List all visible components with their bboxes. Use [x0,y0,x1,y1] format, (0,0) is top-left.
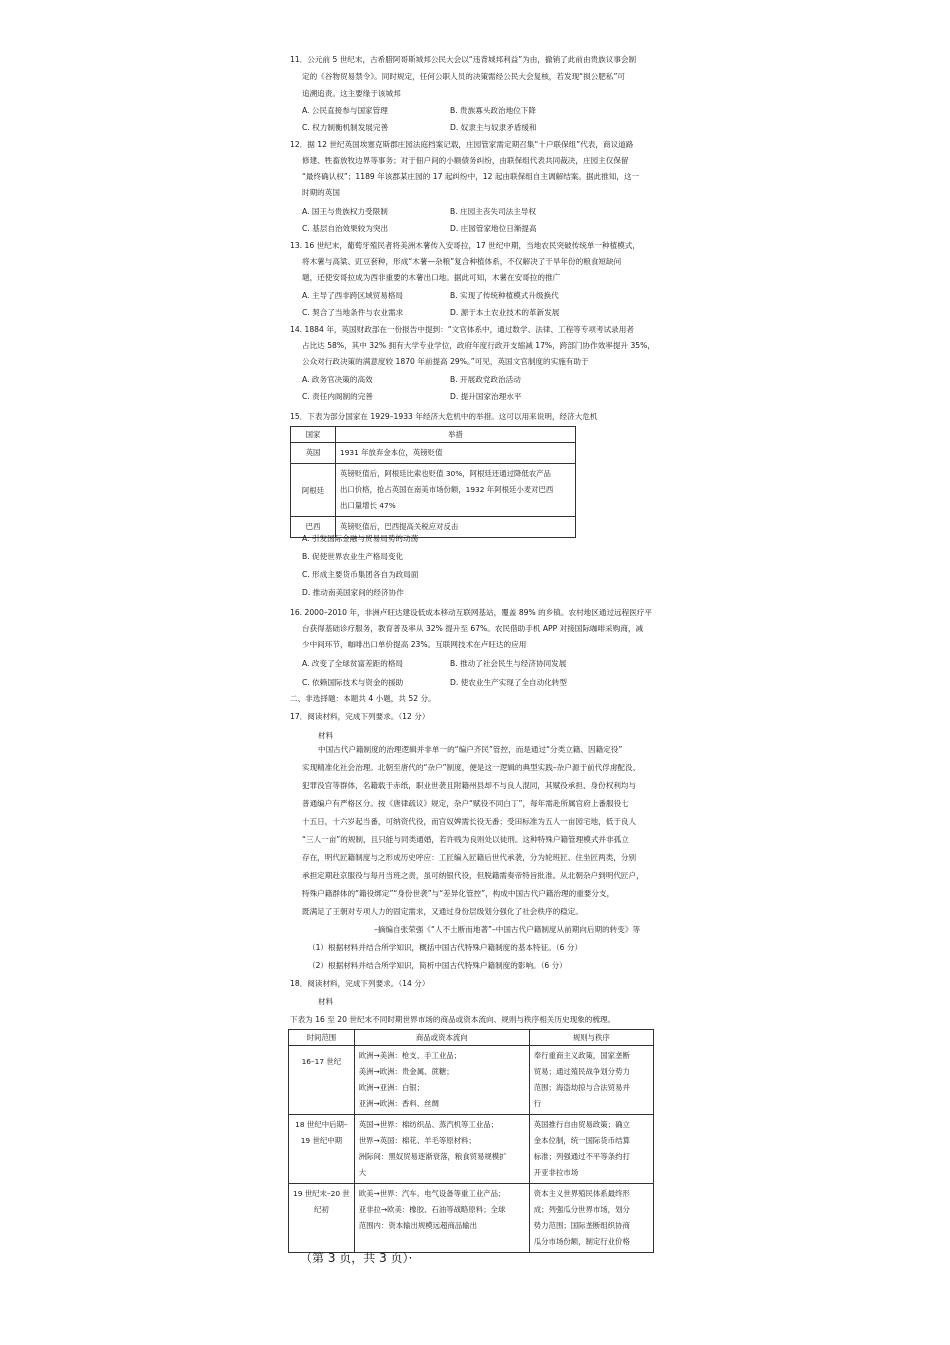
q17-material-line-5: 十五日，十六岁起当番，可纳资代役，而官奴婢需长役无番；受田标准为五人一亩园宅地，低于良人 [302,817,637,826]
table-row [289,1115,654,1184]
q12-option-c: C. 基层自治效果较为突出 [302,224,389,233]
q11-option-b: B. 贵族寡头政治地位下降 [450,106,536,115]
q18-flow-2-line-2: 世界→英国：棉花、羊毛等原材料； [358,1136,476,1145]
q13-line-3: 题，还使安哥拉成为西非重要的木薯出口地。据此可知，木薯在安哥拉的推广 [302,273,561,282]
q12-option-a: A. 国王与贵族权力受限制 [302,207,388,216]
q17-stem: 17．阅读材料，完成下列要求。（12 分） [290,712,430,721]
q16-option-a: A. 改变了全球贫富差距的格局 [302,659,404,668]
q18-rules-1 [529,1046,653,1115]
q14-line-1: 14. 1884 年，英国财政部在一份报告中提到：“文官体系中，通过数学、法律、工程等专项考试录用者 [290,325,634,334]
q18-table [288,1029,654,1253]
q15-country-argentina: 阿根廷 [291,464,336,517]
q18-rules-2-line-2: 金本位制，统一国际货币结算 [533,1136,630,1145]
page-footer: （第 3 页，共 3 页）· [300,1251,413,1265]
q17-question-1: （1）根据材料并结合所学知识，概括中国古代特殊户籍制度的基本特征。（6 分） [308,943,583,952]
q18-rules-3 [529,1184,653,1253]
q15-option-a: A. 引发国际金融与贸易局势的动荡 [302,534,419,543]
q15-measure-argentina-line-1: 英镑贬值后，阿根廷比索也贬值 30%，阿根廷还通过降低农产品 [340,469,551,478]
q18-header-period: 时间范围 [289,1030,355,1046]
q17-material-line-1: 中国古代户籍制度的治理逻辑并非单一的“编户齐民”管控，而是通过“分类立籍、因籍定役” [318,745,623,754]
q11-line-3: 追溯追责。这主要缘于该城邦 [302,89,401,98]
q15-country-brazil: 巴西 [291,517,336,538]
q18-table-header-row [289,1030,654,1046]
q15-measure-argentina-line-2: 出口价格，抢占英国在南美市场份额，1932 年阿根廷小麦对巴西 [340,485,554,494]
q18-period-3 [289,1184,355,1253]
q15-option-c: C. 形成主要货币集团各自为政局面 [302,570,419,579]
q14-option-a: A. 政务官决策的高效 [302,375,373,384]
q18-rules-1-line-1: 奉行重商主义政策，国家垄断 [533,1051,630,1060]
table-row [289,1184,654,1253]
q16-option-d: D. 使农业生产实现了全自动化转型 [450,678,567,687]
q18-flow-1-line-1: 欧洲→美洲：枪支、手工业品； [358,1051,462,1060]
q17-material-line-8: 承担定期赴京服役与每月当班之责，虽可纳银代役，但脱籍需奏帝特旨批准。从北朝杂户到明代匠户， [302,871,644,880]
table-row [291,464,576,517]
q18-flow-2-line-1: 英国→世界：棉纺织品、蒸汽机等工业品； [358,1120,498,1129]
q16-option-c: C. 依赖国际技术与资金的援助 [302,678,404,687]
q15-header-country: 国家 [291,427,336,443]
q18-flow-1-line-4: 亚洲→欧洲：香料、丝绸 [358,1099,439,1108]
table-row [291,443,576,464]
q18-rules-3-line-1: 资本主义世界殖民体系最终形 [533,1189,630,1198]
q17-material-label: 材料 [318,731,334,740]
q11-line-1: 11．公元前 5 世纪末，古希腊阿哥斯城邦公民大会以“违背城邦利益”为由，撤销了此前由贵族议事会制 [290,55,637,64]
q16-line-2: 台获得基础诊疗服务，教育普及率从 32% 提升至 67%。农民借助手机 APP 对接国际咖啡采购商，减 [302,624,644,633]
q18-period-2-line-1: 18 世纪中后期– [295,1120,348,1129]
q15-measure-uk-line-1: 1931 年放弃金本位，英镑贬值 [340,448,443,457]
q18-rules-2-line-4: 开亚非拉市场 [533,1168,579,1177]
q15-measure-argentina-line-3: 出口量增长 47% [340,501,396,510]
q18-rules-3-line-2: 成；列强瓜分世界市场，划分 [533,1205,630,1214]
q15-measure-uk [336,443,576,464]
q17-material-line-6: “三人一亩”的规制，且只能与同类通婚，若许贱为良则处以徒刑。这种特殊户籍管理模式并非孤立 [302,835,629,844]
q14-option-b: B. 开展政党政治活动 [450,375,521,384]
q18-rules-2-line-1: 英国推行自由贸易政策；确立 [533,1120,630,1129]
q18-period-2 [289,1115,355,1184]
q18-stem: 18．阅读材料，完成下列要求。（14 分） [290,979,430,988]
q12-line-2: 修建、牲畜放牧边界等事务；对于佃户间的小额债务纠纷，由联保组代表共同裁决，庄园主仅保留 [302,156,629,165]
q15-option-b: B. 促使世界农业生产格局变化 [302,552,404,561]
q18-flow-3-line-2: 亚非拉→欧美：橡胶、石油等战略原料；全球 [358,1205,506,1214]
q13-option-a: A. 主导了西非跨区域贸易格局 [302,291,404,300]
q18-flow-3-line-3: 范围内：资本输出规模远超商品输出 [358,1221,478,1230]
q17-material-line-4: 普通编户有严格区分。按《唐律疏议》规定，杂户“赋役不同白丁”，每年需赴所属官府上番服役七 [302,799,629,808]
q11-option-c: C. 权力制衡机制发展完善 [302,123,389,132]
q18-period-2-line-2: 19 世纪中期 [300,1136,343,1145]
q18-header-rules: 规则与秩序 [529,1030,653,1046]
q15-measure-argentina [336,464,576,517]
q18-period-3-line-2: 纪初 [313,1205,329,1214]
q17-material-line-3: 犯罪没官等群体，名籍载于赤纸，职业世袭且附籍州县却不与良人混同，其赋役承担、身份权利均与 [302,781,637,790]
q14-option-d: D. 提升国家治理水平 [450,392,522,401]
q18-rules-3-line-4: 瓜分市场份额，制定行业价格 [533,1237,630,1246]
q18-period-1-line-1: 16–17 世纪 [301,1057,342,1066]
q15-country-uk: 英国 [291,443,336,464]
q18-flow-1-line-2: 美洲→欧洲：贵金属、蔗糖； [358,1067,454,1076]
q14-option-c: C. 责任内阁制的完善 [302,392,373,401]
q18-rules-1-line-4: 行 [533,1099,542,1108]
q16-line-1: 16. 2000–2010 年，非洲卢旺达建设低成本移动互联网基站，覆盖 89% 的乡镇。农村地区通过远程医疗平 [290,608,653,617]
q14-line-2: 占比达 58%，其中 32% 拥有大学专业学位，政府年度行政开支缩减 17%，跨部门协作效率提升 35%， [302,341,655,350]
q18-flow-2 [354,1115,529,1184]
q13-option-b: B. 实现了传统种植模式升级换代 [450,291,559,300]
q18-rules-2-line-3: 标准；列强通过不平等条约打 [533,1152,630,1161]
q13-option-d: D. 源于本土农业技术的革新发展 [450,308,560,317]
q15-measure-brazil-line-1: 英镑贬值后，巴西提高关税应对反击 [340,522,459,531]
q18-rules-2 [529,1115,653,1184]
q13-option-c: C. 契合了当地条件与农业需求 [302,308,404,317]
q12-option-d: D. 庄园管家地位日渐提高 [450,224,537,233]
q18-period-1 [289,1046,355,1115]
q18-period-3-line-1: 19 世纪末–20 世 [293,1189,350,1198]
table-row [289,1046,654,1115]
q17-question-2: （2）根据材料并结合所学知识，简析中国古代特殊户籍制度的影响。（6 分） [308,961,567,970]
q11-option-d: D. 奴隶主与奴隶矛盾缓和 [450,123,537,132]
q18-rules-1-line-2: 贸易；通过殖民战争划分势力 [533,1067,630,1076]
q15-stem: 15．下表为部分国家在 1929–1933 年经济大危机中的举措。这可以用来说明，经济大危机 [290,412,598,421]
q18-flow-1 [354,1046,529,1115]
q17-material-line-9: 特殊户籍群体的“籍役绑定”“身份世袭”与“差异化管控”，构成中国古代户籍治理的重要分支， [302,889,615,898]
q12-line-4: 时期的英国 [302,188,340,197]
q12-option-b: B. 庄园主丧失司法主导权 [450,207,536,216]
q18-flow-1-line-3: 欧洲→亚洲：白银； [358,1083,425,1092]
q15-option-d: D. 推动南美国家间的经济协作 [302,588,404,597]
q11-option-a: A. 公民直接参与国家管理 [302,106,388,115]
q18-flow-3 [354,1184,529,1253]
q18-intro: 下表为 16 至 20 世纪末不同时期世界市场的商品或资本流向、规则与秩序相关历史现象的梳理。 [290,1015,616,1024]
q18-flow-3-line-1: 欧美→世界：汽车、电气设备等重工业产品； [358,1189,506,1198]
q17-material-line-7: 存在，明代匠籍制度与之形成历史呼应：工匠编入匠籍后世代承袭，分为轮班匠、住坐匠两类，分别 [302,853,637,862]
q18-flow-2-line-3: 洲际间：黑奴贸易逐渐衰落，粮食贸易规模扩 [358,1152,507,1161]
q13-line-2: 将木薯与高粱、豇豆套种，形成“木薯—杂粮”复合种植体系，不仅解决了干旱年份的粮食短缺问 [302,257,622,266]
section-2-heading: 二、非选择题：本题共 4 小题，共 52 分。 [290,694,436,703]
q17-material-line-2: 实现精准化社会治理。北朝至唐代的“杂户”制度，便是这一逻辑的典型实践–杂户源于前代俘虏配没、 [302,763,641,772]
q17-material-line-10: 既满足了王朝对专项人力的固定需求，又通过身份层级划分强化了社会秩序的稳定。 [302,907,583,916]
q16-option-b: B. 推动了社会民生与经济协同发展 [450,659,567,668]
q14-line-3: 公众对行政决策的满意度较 1870 年前提高 29%。”可见，英国文官制度的实施有助于 [302,357,589,366]
q18-material-label: 材料 [318,997,334,1006]
q17-source: –摘编自张荣强《“人不土断而地著”–中国古代户籍制度从前期向后期的转变》等 [374,925,641,934]
q12-line-1: 12．据 12 世纪英国埃塞克斯郡庄园法庭档案记载，庄园管家需定期召集“十户联保组”代表，商议道路 [290,140,634,149]
q15-table-header-row [291,427,576,443]
q12-line-3: “最终确认权”；1189 年该郡某庄园的 17 起纠纷中，12 起由联保组自主调解结案。据此推知，这一 [302,172,640,181]
q18-rules-1-line-3: 范围；海盗劫掠与合法贸易并 [533,1083,630,1092]
q18-flow-2-line-4: 大 [358,1168,367,1177]
q11-line-2: 定的《谷物贸易禁令》。同时规定，任何公职人员的决策需经公民大会复核，若发现“损公肥私”可 [302,72,626,81]
q15-table [290,426,576,538]
q18-rules-3-line-3: 势力范围；国际垄断组织协商 [533,1221,630,1230]
q18-header-flow: 商品或资本流向 [354,1030,529,1046]
q16-line-3: 少中间环节，咖啡出口单价提高 23%。互联网技术在卢旺达的应用 [302,640,527,649]
q15-header-measure: 举措 [336,427,576,443]
q13-line-1: 13. 16 世纪末，葡萄牙殖民者将美洲木薯传入安哥拉，17 世纪中期，当地农民突破传统单一种植模式， [290,241,640,250]
